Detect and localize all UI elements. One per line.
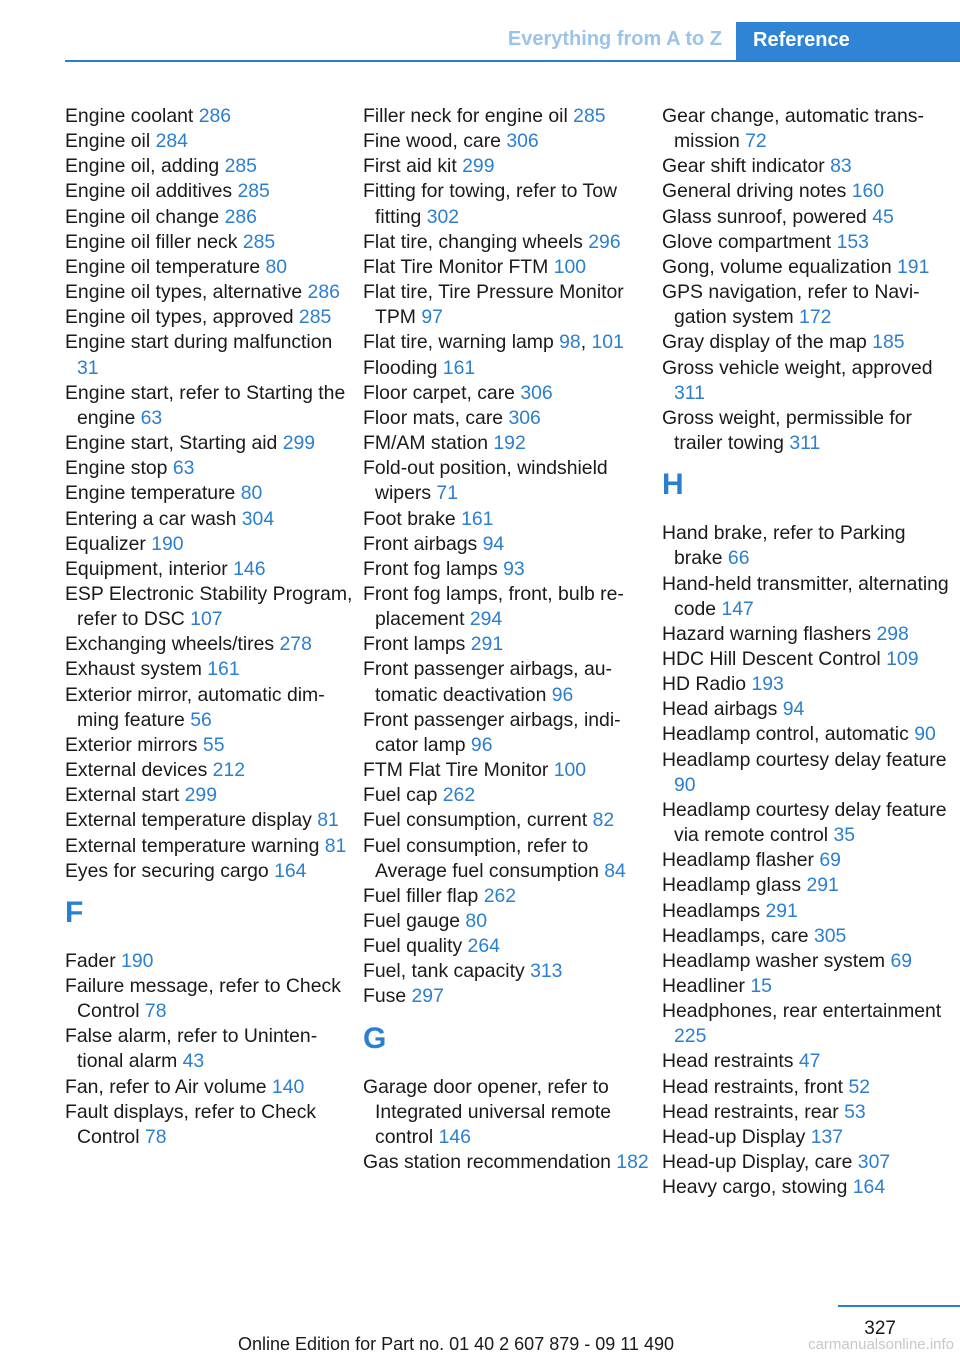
index-entry [662,949,952,974]
index-term: Hazard warning flashers [662,622,877,645]
index-entry [363,179,653,229]
index-term: Gas station recommendation [363,1151,617,1174]
page-link[interactable]: 161 [442,356,476,379]
section-letter: H [662,468,684,502]
index-term: Fine wood, care [363,130,507,153]
index-entry [65,974,355,1024]
index-term: Engine oil, adding [65,155,225,178]
index-term: Headliner [662,975,751,997]
page-link[interactable]: 164 [852,1176,886,1199]
index-term: Hand brake, refer to Parking brake [662,522,906,570]
page-link[interactable]: 307 [857,1151,891,1174]
index-entry [65,431,355,456]
page-link[interactable]: 107 [190,608,223,631]
page-link[interactable]: 299 [462,155,495,178]
index-term: Headlamp washer system [662,949,891,972]
index-entry [363,708,653,758]
index-term: Engine stop [65,457,173,480]
index-entry [65,1100,355,1150]
index-term: ESP Electronic Stability Program, refer to DSC [65,582,353,631]
index-entry [363,557,653,582]
index-term: External devices [65,759,213,782]
page-link[interactable]: 285 [298,306,332,329]
index-entry [363,909,653,934]
page-link[interactable]: 182 [616,1151,649,1174]
index-term: Headphones, rear entertainment [662,1000,942,1023]
index-term: Headlamp control, automatic [662,723,915,746]
index-entry [662,280,952,330]
page-link[interactable]: 294 [469,608,503,631]
index-entry [662,330,952,355]
index-entry [65,154,355,179]
page-link[interactable]: 35 [833,824,856,847]
index-term: Engine oil types, approved [65,306,299,329]
index-column-2 [363,104,653,1175]
index-entry [662,899,952,924]
page-link[interactable]: 78 [144,1125,167,1148]
page-link[interactable]: 96 [551,683,574,706]
page-link[interactable]: 298 [876,622,909,645]
index-term: Fuel gauge [363,910,466,932]
page-link[interactable]: 306 [508,406,541,429]
index-term: Engine oil temperature [65,255,266,278]
index-column-1 [65,104,355,1150]
index-term: Fold-out position, windshield wipers [363,457,608,505]
index-term: Flat Tire Monitor FTM [363,255,554,278]
index-entry [363,984,653,1009]
page-link[interactable]: 69 [890,949,913,972]
index-term: HDC Hill Descent Control [662,647,887,670]
index-entry [363,532,653,557]
page-link[interactable]: 302 [426,205,460,228]
page-link[interactable]: 31 [77,356,99,379]
index-term: Foot brake [363,507,462,530]
running-header-section: Everything from A to Z [507,28,722,50]
index-entry [363,632,653,657]
index-term: Head restraints, front [662,1075,849,1098]
page-link[interactable]: 80 [240,482,263,505]
index-term: Floor mats, care [363,406,509,429]
page-link[interactable]: 47 [798,1050,821,1073]
index-entry [363,934,653,959]
index-entry [662,622,952,647]
index-entry [65,305,355,330]
page-link[interactable]: 161 [461,507,494,530]
page-link[interactable]: 96 [470,733,493,756]
page-link[interactable]: 43 [182,1050,205,1073]
index-term: Engine start, refer to Starting the engine [65,381,346,429]
index-term: First aid kit [363,155,463,178]
page-link[interactable]: 278 [279,633,312,656]
index-entry [363,230,653,255]
page-link[interactable]: 140 [271,1075,305,1098]
index-term: Headlamps [662,899,766,922]
page-link[interactable]: 262 [483,884,517,907]
page-link[interactable]: 311 [674,381,705,404]
page-link[interactable]: 90 [674,773,696,796]
page-link[interactable]: 306 [506,130,539,153]
index-term: Engine oil [65,130,156,153]
index-term: Fuel filler flap [363,884,484,907]
index-entry [363,783,653,808]
page-link[interactable]: 212 [212,759,246,782]
index-entry [363,356,653,381]
index-column-3 [662,104,952,1200]
page-link[interactable]: 304 [241,507,275,530]
index-entry [65,481,355,506]
page-link[interactable]: 306 [520,381,553,404]
page-link[interactable]: 286 [307,281,340,304]
index-term: Front fog lamps, front, bulb replacement [363,582,624,631]
page-link[interactable]: 72 [745,130,767,153]
page-link[interactable]: 109 [886,647,919,670]
index-term: Exchanging wheels/tires [65,633,280,656]
index-entry [65,834,355,859]
page-link[interactable]: 313 [530,960,563,983]
index-entry: Flat tire, warning lamp 98, 101 [363,331,624,354]
page-link[interactable]: 80 [465,910,487,932]
index-entry [363,129,653,154]
page-link[interactable]: 285 [573,105,606,127]
index-entry [662,1075,952,1100]
index-term: Engine oil change [65,205,225,228]
index-term: Head-up Display [662,1125,811,1148]
page-link[interactable]: 137 [810,1125,844,1148]
index-term: Exterior mirror, automatic dimming feature [65,683,325,731]
page-link[interactable]: 190 [121,949,154,972]
index-entry [65,657,355,682]
index-term: Gross vehicle weight, approved [662,356,933,379]
index-term: Head restraints, rear [662,1100,845,1123]
page-link[interactable]: 296 [588,230,621,253]
index-term: External temperature warning [65,834,325,857]
index-term: Fault displays, refer to Check Control [65,1100,317,1148]
page-link[interactable]: 192 [493,432,526,455]
index-entry [65,129,355,154]
page-link[interactable]: 297 [411,985,444,1008]
index-entry [662,1049,952,1074]
index-entry [662,406,952,456]
index-entry [65,808,355,833]
index-entry [662,798,952,848]
index-term: HD Radio [662,673,752,696]
index-entry [65,859,355,884]
page-link[interactable]: 83 [830,155,852,178]
index-entry [662,1175,952,1200]
index-term: Head-up Display, care [662,1151,858,1174]
index-term: Head restraints [662,1050,799,1073]
index-entry [65,381,355,431]
page-link[interactable]: 100 [553,759,587,782]
page-link[interactable]: 286 [224,205,257,228]
index-entry [65,330,355,380]
index-term: Fan, refer to Air volume [65,1075,272,1098]
page-link[interactable]: 80 [265,255,288,278]
page-link[interactable]: 146 [438,1125,471,1148]
index-term: Engine coolant [65,105,199,127]
index-entry [65,280,355,305]
index-entry [363,507,653,532]
page-link[interactable]: 146 [233,557,266,580]
index-term: Gray display of the map [662,331,873,354]
index-term: Fuel quality [363,935,468,958]
index-entry [65,205,355,230]
index-entry [65,230,355,255]
index-term: Hand-held transmitter, alternating code [662,572,949,620]
index-term: Flat tire, changing wheels [363,230,589,253]
index-term: Gross weight, permissible for trailer towing [662,406,913,455]
page-link[interactable]: 299 [282,432,316,455]
page-link[interactable]: 94 [782,698,805,721]
index-term: Equalizer [65,532,152,555]
index-term: Gong, volume equalization [662,255,897,278]
page-link[interactable]: 71 [436,482,458,505]
index-entry [363,834,653,884]
page-link[interactable]: 63 [140,406,163,429]
index-term: External start [65,784,185,807]
index-entry [65,632,355,657]
index-term: Front passenger airbags, indicator lamp [363,708,621,756]
index-entry [65,758,355,783]
index-term: Head airbags [662,698,783,721]
index-entry [662,230,952,255]
edition-note: Online Edition for Part no. 01 40 2 607 879 - 09 11 490 [238,1334,674,1354]
section-letter: G [363,1021,387,1055]
page-link[interactable]: 69 [819,849,841,872]
index-term: Engine start, Starting aid [65,432,283,455]
index-entry [662,974,952,999]
index-term: Headlamp flasher [662,849,820,872]
index-term: Equipment, interior [65,557,234,580]
index-term: FTM Flat Tire Monitor [363,759,554,782]
index-term: Engine temperature [65,482,241,505]
page-link[interactable]: 93 [503,557,525,580]
page-link[interactable]: 305 [813,924,847,947]
index-term: Engine start during malfunction [65,331,333,354]
index-term: Flat tire, warning lamp [363,331,560,354]
index-entry [65,532,355,557]
index-entry [662,154,952,179]
index-entry [65,104,355,129]
index-entry [363,884,653,909]
index-term: Failure message, refer to Check Control [65,975,341,1023]
index-entry [662,672,952,697]
index-entry [662,104,952,154]
index-entry [662,1125,952,1150]
page-link[interactable]: 161 [207,658,240,681]
page-link[interactable]: 172 [799,306,832,329]
index-term: Front lamps [363,633,471,656]
page-link[interactable]: 286 [198,105,232,127]
index-term: Headlamps, care [662,924,814,947]
index-entry [363,657,653,707]
index-entry [363,758,653,783]
index-term: Eyes for securing cargo [65,859,275,882]
page-link[interactable]: 153 [836,230,869,253]
index-entry [363,104,653,129]
page-link[interactable]: 164 [274,859,307,882]
page-link[interactable]: 311 [789,432,821,455]
index-entry [662,848,952,873]
index-entry [662,697,952,722]
index-entry [363,280,653,330]
index-entry [363,808,653,833]
page-link[interactable]: 97 [421,306,443,329]
index-term: Front airbags [363,532,483,555]
index-term: FM/AM station [363,432,494,455]
index-entry [65,733,355,758]
index-entry [65,557,355,582]
index-term: External temperature display [65,809,318,832]
index-entry [662,255,952,280]
page-link[interactable]: 66 [727,547,750,570]
page-number: 327 [864,1318,896,1339]
index-term: Flat tire, Tire Pressure Monitor TPM [363,281,624,329]
index-term: Glass sunroof, powered [662,205,873,228]
page-link[interactable]: 45 [872,205,894,228]
index-term: Engine oil filler neck [65,230,243,253]
page-link[interactable]: 15 [750,975,772,997]
page-link[interactable]: 82 [592,809,615,832]
index-term: Exterior mirrors [65,733,203,756]
page-link[interactable]: 84 [604,859,626,882]
index-entry [65,507,355,532]
page-link[interactable]: 63 [172,457,195,480]
index-term: Fitting for towing, refer to Tow fitting [363,180,617,228]
index-entry [65,783,355,808]
page-link[interactable]: 78 [144,1000,167,1023]
index-entry [363,381,653,406]
index-entry [363,406,653,431]
index-term: Entering a car wash [65,507,242,530]
index-entry [363,431,653,456]
index-term: GPS navigation, refer to Navigation system [662,281,920,329]
index-entry [65,1075,355,1100]
index-entry [363,456,653,506]
page-link[interactable]: 285 [237,180,270,203]
index-entry [662,521,952,571]
index-entry [65,255,355,280]
page-link[interactable]: 52 [848,1075,871,1098]
index-entry [662,647,952,672]
index-term: General driving notes [662,180,852,203]
index-term: Flooding [363,356,443,379]
index-term: Fuel consumption, current [363,809,593,832]
index-entry [65,949,355,974]
page-link[interactable]: 291 [470,633,504,656]
page-link[interactable]: 191 [897,255,930,278]
footer-rule [838,1305,960,1307]
page-link[interactable]: 101 [591,331,624,354]
page-link[interactable]: 299 [184,784,217,807]
index-term: Exhaust system [65,658,208,681]
page-link[interactable]: 291 [765,899,798,922]
index-term: Fuel, tank capacity [363,960,531,983]
index-term: Gear shift indicator [662,155,831,178]
index-term: Engine oil additives [65,180,238,203]
page-link[interactable]: 81 [324,834,347,857]
index-entry [662,1100,952,1125]
index-entry [662,179,952,204]
index-entry [662,748,952,798]
index-term: Fader [65,949,122,972]
index-entry [363,582,653,632]
index-term: Floor carpet, care [363,381,521,404]
header-rule [65,60,960,62]
index-entry [662,1150,952,1175]
page-link[interactable]: 291 [806,874,839,897]
page-link[interactable]: 160 [851,180,885,203]
index-term: Front passenger airbags, automatic deactivation [363,658,612,706]
index-entry [662,999,952,1049]
section-letter: F [65,895,84,929]
page-link[interactable]: 94 [482,532,505,555]
index-entry [65,683,355,733]
index-term: Headlamp courtesy delay feature [662,748,947,771]
index-term: Garage door opener, refer to Integrated universal remote control [363,1075,612,1148]
page-link[interactable]: 193 [751,673,784,696]
index-entry [662,873,952,898]
index-term: Front fog lamps [363,557,504,580]
index-entry [662,572,952,622]
index-entry [65,582,355,632]
watermark: carmanualsonline.info [808,1336,954,1353]
page-link[interactable]: 262 [442,784,476,807]
index-entry [65,179,355,204]
page-link[interactable]: 90 [914,723,936,746]
index-term: Fuel consumption, refer to Average fuel consumption [363,834,605,882]
index-term: Headlamp courtesy delay feature via remote control [662,798,947,847]
index-term: False alarm, refer to Unintentional alarm [65,1025,318,1073]
index-entry [662,722,952,747]
page-link[interactable]: 285 [224,155,257,178]
index-term: Headlamp glass [662,874,807,897]
index-entry [65,1024,355,1074]
index-entry [363,255,653,280]
index-term: Fuse [363,985,412,1008]
index-entry [65,456,355,481]
reference-tab: Reference [736,22,960,62]
page-link[interactable]: 284 [155,130,188,153]
page-link[interactable]: 225 [674,1025,707,1048]
page-link[interactable]: 190 [151,532,184,555]
index-term: Glove compartment [662,230,837,253]
index-term: Fuel cap [363,784,443,807]
page-link[interactable]: 285 [242,230,276,253]
page-link[interactable]: 98 [559,331,581,354]
index-entry [662,356,952,406]
index-term: Heavy cargo, stowing [662,1176,853,1199]
page-link[interactable]: 264 [467,935,500,958]
page-link[interactable]: 147 [721,597,754,620]
page-link[interactable]: 100 [553,255,587,278]
index-entry [363,1075,653,1150]
index-entry [363,154,653,179]
page-link[interactable]: 53 [844,1100,866,1123]
index-entry [363,959,653,984]
page-link[interactable]: 185 [872,331,905,354]
index-entry [363,1150,653,1175]
index-entry [662,205,952,230]
page-link[interactable]: 81 [317,809,339,832]
page-link[interactable]: 56 [190,708,212,731]
index-term: Engine oil types, alternative [65,281,308,304]
index-entry [662,924,952,949]
index-term: Gear change, automatic transmission [662,105,924,153]
index-term: Filler neck for engine oil [363,105,574,127]
page-link[interactable]: 55 [202,733,225,756]
